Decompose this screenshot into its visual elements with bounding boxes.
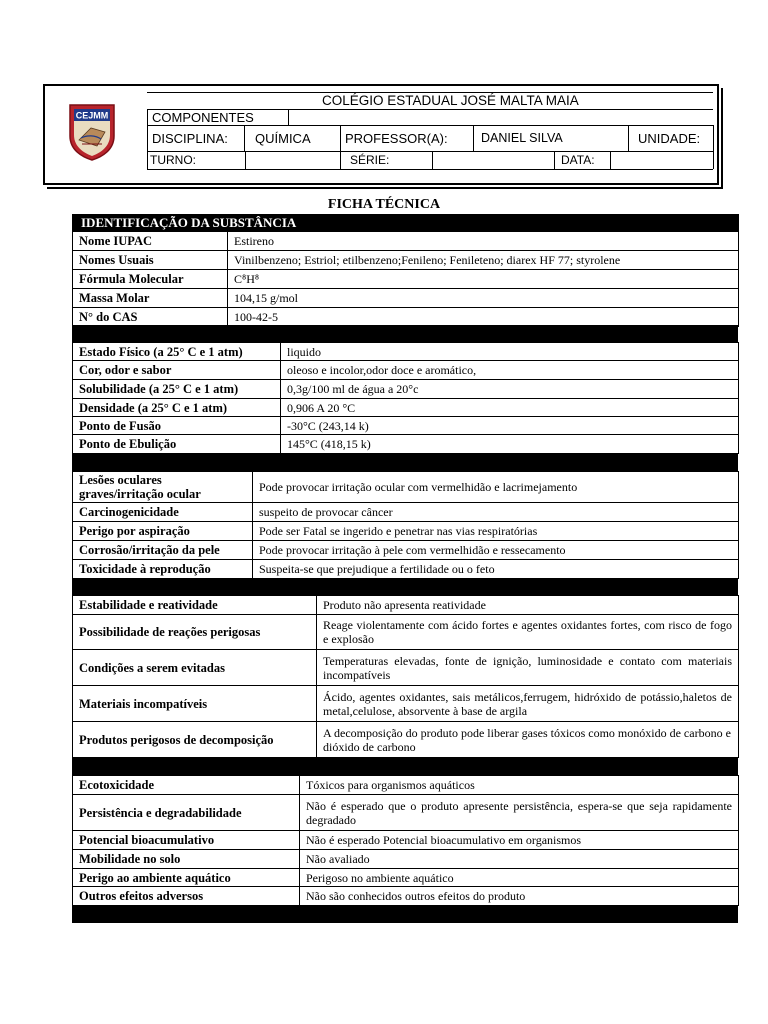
- table-row: [73, 522, 739, 541]
- table-row: [73, 417, 739, 435]
- row-value: liquido: [281, 343, 739, 361]
- table-row: [73, 251, 739, 270]
- row-value: Não avaliado: [300, 850, 739, 869]
- row-value: C⁸H⁸: [228, 270, 739, 289]
- school-name: COLÉGIO ESTADUAL JOSÉ MALTA MAIA: [322, 93, 579, 108]
- table-row: [73, 308, 739, 327]
- row-value: 0,906 A 20 °C: [281, 399, 739, 417]
- row-value: oleoso e incolor,odor doce e aromático,: [281, 361, 739, 380]
- table-row: [73, 776, 739, 795]
- table-row: [73, 869, 739, 887]
- table-row: [73, 380, 739, 399]
- row-label: Solubilidade (a 25° C e 1 atm): [73, 380, 281, 399]
- row-value: 0,3g/100 ml de água a 20°c: [281, 380, 739, 399]
- row-label: Fórmula Molecular: [73, 270, 228, 289]
- row-label: Perigo por aspiração: [73, 522, 253, 541]
- row-value: 100-42-5: [228, 308, 739, 327]
- row-value: Estireno: [228, 232, 739, 251]
- table-row: [73, 503, 739, 522]
- table-row: [73, 361, 739, 380]
- logo-text: CEJMM: [75, 110, 109, 121]
- table-row: [73, 435, 739, 454]
- table-row: [73, 596, 739, 615]
- section-divider: [72, 453, 738, 471]
- componentes-label: COMPONENTES: [152, 110, 254, 125]
- table-row: [73, 650, 739, 686]
- table-row: [73, 686, 739, 722]
- table-row: [73, 560, 739, 579]
- disciplina-label: DISCIPLINA:: [152, 131, 228, 146]
- section-header-row: [73, 215, 739, 232]
- turno-label: TURNO:: [150, 153, 196, 167]
- row-label: Persistência e degradabilidade: [73, 795, 300, 831]
- row-label: Ponto de Ebulição: [73, 435, 281, 454]
- row-label: Lesões oculares graves/irritação ocular: [73, 472, 253, 503]
- table-row: [73, 472, 739, 503]
- row-value: 145°C (418,15 k): [281, 435, 739, 454]
- row-value: Não é esperado Potencial bioacumulativo em organismos: [300, 831, 739, 850]
- section-divider: [72, 757, 738, 775]
- table-row: [73, 541, 739, 560]
- row-label: Ecotoxicidade: [73, 776, 300, 795]
- row-value: Produto não apresenta reatividade: [317, 596, 739, 615]
- row-label: Toxicidade à reprodução: [73, 560, 253, 579]
- header-grid: [147, 90, 713, 182]
- propriedades-table: [72, 342, 739, 454]
- row-label: Carcinogenicidade: [73, 503, 253, 522]
- row-label: Massa Molar: [73, 289, 228, 308]
- row-label: Estado Físico (a 25° C e 1 atm): [73, 343, 281, 361]
- table-row: [73, 270, 739, 289]
- row-label: Potencial bioacumulativo: [73, 831, 300, 850]
- row-value: Reage violentamente com ácido fortes e agentes oxidantes fortes, com risco de fogo e explosão: [317, 615, 739, 650]
- row-label: Corrosão/irritação da pele: [73, 541, 253, 560]
- row-value: Vinilbenzeno; Estriol; etilbenzeno;Fenileno; Fenileteno; diarex HF 77; styrolene: [228, 251, 739, 270]
- table-row: [73, 850, 739, 869]
- row-label: Condições a serem evitadas: [73, 650, 317, 686]
- table-row: [73, 399, 739, 417]
- row-label: Densidade (a 25° C e 1 atm): [73, 399, 281, 417]
- professor-label: PROFESSOR(A):: [345, 131, 448, 146]
- row-label: Ponto de Fusão: [73, 417, 281, 435]
- section-divider: [72, 325, 738, 342]
- school-logo: [67, 102, 117, 162]
- page-title: FICHA TÉCNICA: [327, 197, 441, 212]
- serie-label: SÉRIE:: [350, 153, 390, 167]
- school-header: [43, 84, 719, 185]
- table-row: [73, 722, 739, 758]
- table-row: [73, 232, 739, 251]
- row-value: suspeito de provocar câncer: [253, 503, 739, 522]
- row-label: Nomes Usuais: [73, 251, 228, 270]
- table-row: [73, 289, 739, 308]
- section-divider: [72, 578, 738, 595]
- row-value: Não é esperado que o produto apresente persistência, espera-se que seja rapidamente degradado: [300, 795, 739, 831]
- row-label: Outros efeitos adversos: [73, 887, 300, 906]
- row-value: A decomposição do produto pode liberar gases tóxicos como monóxido de carbono e dióxido de carbono: [317, 722, 739, 758]
- toxicologia-table: [72, 471, 739, 579]
- row-label: Produtos perigosos de decomposição: [73, 722, 317, 758]
- row-value: Suspeita-se que prejudique a fertilidade ou o feto: [253, 560, 739, 579]
- table-row: [73, 887, 739, 906]
- estabilidade-table: [72, 595, 739, 758]
- table-row: [73, 795, 739, 831]
- row-value: Pode provocar irritação ocular com vermelhidão e lacrimejamento: [253, 472, 739, 503]
- unidade-label: UNIDADE:: [638, 131, 701, 146]
- professor-value: DANIEL SILVA: [481, 131, 563, 145]
- section-divider: [72, 905, 738, 923]
- row-label: Estabilidade e reatividade: [73, 596, 317, 615]
- row-value: Pode ser Fatal se ingerido e penetrar nas vias respiratórias: [253, 522, 739, 541]
- row-label: N° do CAS: [73, 308, 228, 327]
- identificacao-heading: IDENTIFICAÇÃO DA SUBSTÂNCIA: [73, 215, 739, 232]
- row-value: Temperaturas elevadas, fonte de ignição, luminosidade e contato com materiais incompatíveis: [317, 650, 739, 686]
- row-label: Perigo ao ambiente aquático: [73, 869, 300, 887]
- row-value: Ácido, agentes oxidantes, sais metálicos,ferrugem, hidróxido de potássio,haletos de metal,celulose, absorvente à base de argila: [317, 686, 739, 722]
- row-label: Cor, odor e sabor: [73, 361, 281, 380]
- row-value: -30°C (243,14 k): [281, 417, 739, 435]
- row-label: Mobilidade no solo: [73, 850, 300, 869]
- disciplina-value: QUÍMICA: [255, 131, 311, 146]
- identificacao-table: [72, 214, 739, 327]
- row-value: Perigoso no ambiente aquático: [300, 869, 739, 887]
- row-value: Não são conhecidos outros efeitos do produto: [300, 887, 739, 906]
- table-row: [73, 343, 739, 361]
- table-row: [73, 615, 739, 650]
- row-value: 104,15 g/mol: [228, 289, 739, 308]
- ecologia-table: [72, 775, 739, 906]
- row-value: Pode provocar irritação à pele com vermelhidão e ressecamento: [253, 541, 739, 560]
- row-label: Nome IUPAC: [73, 232, 228, 251]
- row-value: Tóxicos para organismos aquáticos: [300, 776, 739, 795]
- row-label: Materiais incompatíveis: [73, 686, 317, 722]
- row-label: Possibilidade de reações perigosas: [73, 615, 317, 650]
- table-row: [73, 831, 739, 850]
- data-label: DATA:: [561, 153, 595, 167]
